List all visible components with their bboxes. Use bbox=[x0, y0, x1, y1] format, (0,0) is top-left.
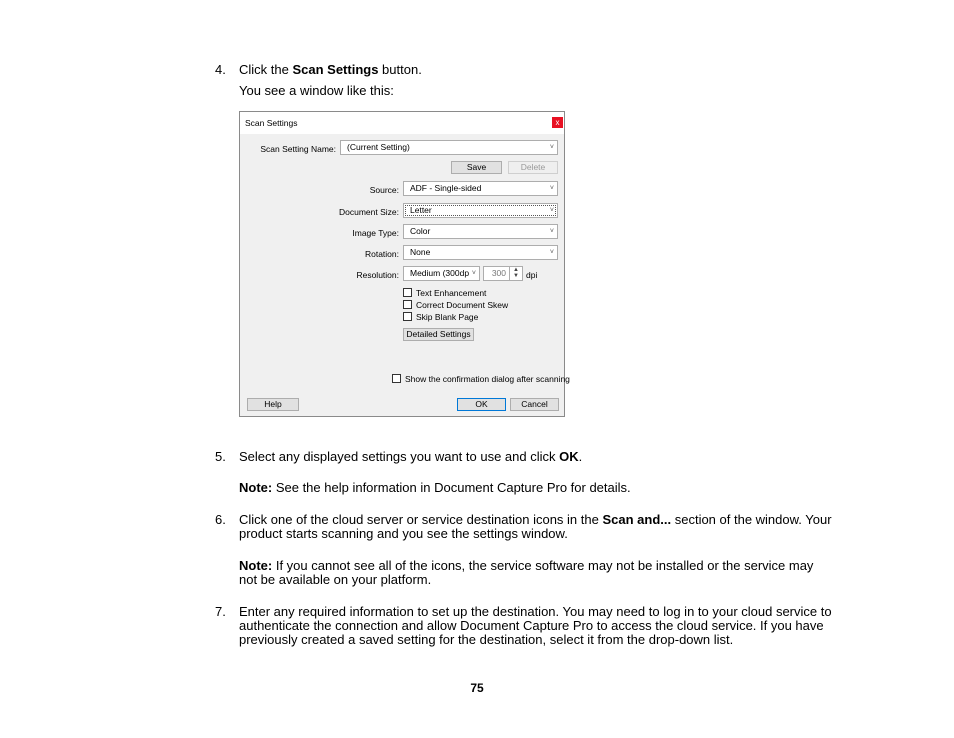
step-number: 6. bbox=[215, 512, 226, 527]
step-number: 5. bbox=[215, 449, 226, 464]
skip-blank-checkbox[interactable] bbox=[403, 312, 478, 322]
checkbox-label: Show the confirmation dialog after scanning bbox=[405, 374, 570, 384]
image-type-value: Color bbox=[410, 226, 431, 236]
dpi-stepper[interactable] bbox=[483, 266, 523, 281]
rotation-label: Rotation: bbox=[364, 249, 399, 259]
checkbox-label: Text Enhancement bbox=[416, 288, 487, 298]
chevron-down-icon: ˅ bbox=[549, 207, 554, 214]
resolution-value: Medium (300dp bbox=[410, 268, 470, 278]
image-type-select[interactable] bbox=[403, 224, 558, 239]
step-text: Click the bbox=[239, 62, 293, 77]
rotation-select[interactable] bbox=[403, 245, 558, 260]
chevron-down-icon: ˅ bbox=[549, 185, 554, 192]
note-label: Note: bbox=[239, 480, 273, 495]
delete-button[interactable]: Delete bbox=[508, 161, 558, 174]
step-text: Click one of the cloud server or service destination icons in the bbox=[239, 512, 603, 527]
save-button[interactable]: Save bbox=[451, 161, 502, 174]
help-button[interactable]: Help bbox=[247, 398, 299, 411]
dialog-titlebar bbox=[240, 112, 564, 134]
scan-setting-name-select[interactable] bbox=[340, 140, 558, 155]
step-bold: Scan Settings bbox=[292, 62, 379, 77]
step-number: 4. bbox=[215, 62, 226, 77]
note-text: See the help information in Document Capture Pro for details. bbox=[272, 480, 631, 495]
resolution-label: Resolution: bbox=[356, 270, 399, 280]
step-bold: OK bbox=[559, 449, 579, 464]
spin-arrows-icon[interactable]: ▲ ▼ bbox=[509, 267, 522, 280]
chevron-down-icon: ˅ bbox=[549, 249, 554, 256]
source-label: Source: bbox=[369, 185, 399, 195]
image-type-label: Image Type: bbox=[352, 228, 399, 238]
detailed-settings-button[interactable]: Detailed Settings bbox=[403, 328, 474, 341]
note-label: Note: bbox=[239, 558, 273, 573]
step-text: Enter any required information to set up the destination. You may need to log in to your cloud service to authenticate the connection and allow Document Capture Pro to access the cloud service. If you have previously created a saved setting for the destination, select it from the drop-down list. bbox=[239, 604, 832, 647]
show-confirmation-checkbox[interactable] bbox=[392, 374, 570, 384]
cancel-button[interactable]: Cancel bbox=[510, 398, 559, 411]
rotation-value: None bbox=[410, 247, 431, 257]
chevron-down-icon: ˅ bbox=[549, 228, 554, 235]
checkbox-label: Correct Document Skew bbox=[416, 300, 509, 310]
close-icon[interactable]: x bbox=[552, 117, 563, 128]
page-number: 75 bbox=[470, 681, 484, 695]
chevron-down-icon: ˅ bbox=[471, 270, 476, 277]
document-size-value: Letter bbox=[410, 205, 432, 215]
chevron-down-icon: ˅ bbox=[549, 144, 554, 151]
source-value: ADF - Single-sided bbox=[410, 183, 482, 193]
correct-skew-checkbox[interactable] bbox=[403, 300, 508, 310]
scan-settings-dialog bbox=[239, 111, 570, 417]
checkbox-box[interactable] bbox=[403, 300, 412, 309]
checkbox-label: Skip Blank Page bbox=[416, 312, 479, 322]
step-text: button. bbox=[378, 62, 422, 77]
step-text: . bbox=[578, 449, 583, 464]
ok-button[interactable]: OK bbox=[457, 398, 506, 411]
scan-setting-name-label: Scan Setting Name: bbox=[260, 144, 336, 154]
text-enhancement-checkbox[interactable] bbox=[403, 288, 486, 298]
note-text: If you cannot see all of the icons, the service software may not be installed or the service may not be available on your platform. bbox=[239, 558, 814, 587]
note-1 bbox=[239, 481, 835, 495]
source-select[interactable] bbox=[403, 181, 558, 196]
dialog-title: Scan Settings bbox=[245, 118, 298, 128]
note-2 bbox=[239, 559, 835, 587]
checkbox-box[interactable] bbox=[392, 374, 401, 383]
checkbox-box[interactable] bbox=[403, 312, 412, 321]
document-size-select[interactable] bbox=[403, 203, 558, 218]
step-text: section of the window. Your product starts scanning and you see the settings window. bbox=[239, 512, 832, 541]
dpi-value: 300 bbox=[491, 268, 506, 278]
step-text: Select any displayed settings you want to use and click bbox=[239, 449, 560, 464]
scan-setting-name-value: (Current Setting) bbox=[347, 142, 410, 152]
resolution-select[interactable] bbox=[403, 266, 480, 281]
dpi-unit: dpi bbox=[526, 270, 538, 280]
step-bold: Scan and... bbox=[602, 512, 672, 527]
step-number: 7. bbox=[215, 604, 226, 619]
step-4-sub: You see a window like this: bbox=[239, 83, 394, 98]
checkbox-box[interactable] bbox=[403, 288, 412, 297]
document-size-label: Document Size: bbox=[339, 207, 399, 217]
